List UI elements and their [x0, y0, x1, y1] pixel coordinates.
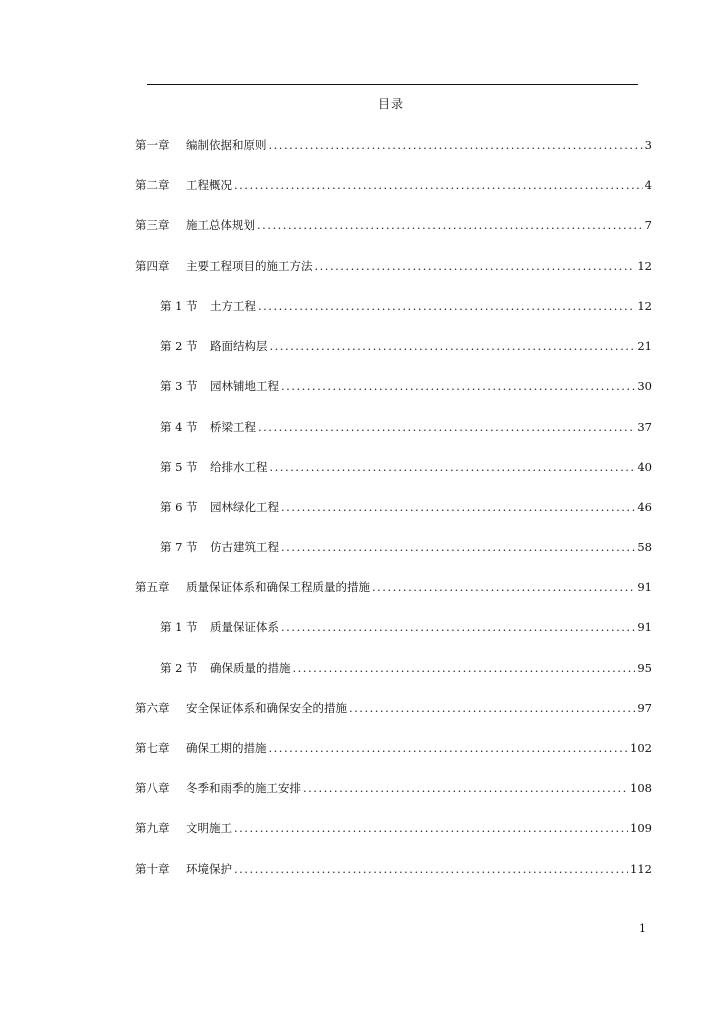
toc-dot-leader	[258, 298, 635, 314]
toc-dot-leader	[258, 419, 635, 435]
page-number: 1	[639, 922, 646, 935]
toc-entry-section[interactable]	[160, 539, 652, 555]
toc-entry-label: 第六章	[135, 701, 170, 715]
toc-dot-leader	[234, 861, 628, 877]
toc-entry-title: 土方工程	[210, 299, 256, 313]
toc-title: 目录	[377, 97, 404, 111]
toc-entry-page: 12	[637, 259, 652, 273]
toc-entry-chapter-2[interactable]	[135, 177, 652, 193]
toc-entry-label: 第八章	[135, 781, 170, 795]
toc-dot-leader	[234, 177, 643, 193]
toc-entry-label: 第二章	[135, 178, 170, 192]
toc-entry-title: 确保质量的措施	[210, 661, 291, 675]
toc-entry-page: 97	[637, 701, 652, 715]
toc-entry-section[interactable]	[160, 660, 652, 676]
toc-entry-label: 第九章	[135, 821, 170, 835]
toc-entry-label: 第七章	[135, 741, 170, 755]
toc-entry-title: 环境保护	[186, 862, 232, 876]
toc-entry-label: 第 2 节	[160, 339, 198, 353]
toc-entry-label: 第 7 节	[160, 540, 198, 554]
toc-entry-title: 路面结构层	[210, 339, 268, 353]
toc-entry-title: 质量保证体系和确保工程质量的措施	[186, 580, 370, 594]
toc-entry-title: 安全保证体系和确保安全的措施	[186, 701, 347, 715]
toc-dot-leader	[269, 740, 629, 756]
toc-entry-page: 7	[644, 218, 652, 232]
toc-entry-title: 质量保证体系	[210, 620, 279, 634]
toc-entry-page: 3	[644, 138, 652, 152]
toc-entry-chapter-6[interactable]	[135, 700, 652, 716]
toc-entry-chapter-4[interactable]	[135, 258, 652, 274]
toc-entry-page: 58	[637, 540, 652, 554]
toc-entry-label: 第四章	[135, 259, 170, 273]
toc-entry-page: 37	[637, 420, 652, 434]
toc-entry-section[interactable]	[160, 419, 652, 435]
toc-entry-chapter-1[interactable]	[135, 137, 652, 153]
toc-entry-title: 工程概况	[186, 178, 232, 192]
toc-entry-title: 确保工期的措施	[186, 741, 267, 755]
toc-entry-chapter-3[interactable]	[135, 217, 652, 233]
toc-entry-label: 第五章	[135, 580, 170, 594]
toc-entry-label: 第 1 节	[160, 299, 198, 313]
toc-entry-page: 30	[637, 379, 652, 393]
toc-dot-leader	[270, 459, 636, 475]
toc-entry-chapter-5[interactable]	[135, 579, 652, 595]
toc-entry-chapter-10[interactable]	[135, 861, 652, 877]
toc-dot-leader	[270, 338, 636, 354]
toc-entry-title: 仿古建筑工程	[210, 540, 279, 554]
toc-entry-page: 102	[630, 741, 652, 755]
toc-entry-chapter-8[interactable]	[135, 780, 652, 796]
header-rule	[147, 84, 638, 85]
toc-entry-label: 第 2 节	[160, 661, 198, 675]
toc-entry-label: 第 4 节	[160, 420, 198, 434]
toc-dot-leader	[372, 579, 635, 595]
toc-entry-title: 文明施工	[186, 821, 232, 835]
toc-entry-page: 21	[637, 339, 652, 353]
toc-entry-page: 4	[644, 178, 652, 192]
toc-dot-leader	[269, 137, 643, 153]
toc-entry-page: 91	[637, 620, 652, 634]
toc-entry-section[interactable]	[160, 298, 652, 314]
toc-entry-section[interactable]	[160, 378, 652, 394]
toc-entry-label: 第十章	[135, 862, 170, 876]
toc-entry-title: 给排水工程	[210, 460, 268, 474]
toc-dot-leader	[349, 700, 635, 716]
toc-entry-title: 冬季和雨季的施工安排	[186, 781, 301, 795]
toc-entry-page: 46	[637, 500, 652, 514]
toc-entry-title: 园林绿化工程	[210, 500, 279, 514]
toc-entry-section[interactable]	[160, 619, 652, 635]
toc-dot-leader	[315, 258, 636, 274]
toc-entry-page: 109	[630, 821, 652, 835]
toc-entry-section[interactable]	[160, 499, 652, 515]
toc-entry-page: 91	[637, 580, 652, 594]
toc-entry-page: 40	[637, 460, 652, 474]
toc-entry-section[interactable]	[160, 338, 652, 354]
toc-dot-leader	[293, 660, 636, 676]
toc-entry-chapter-7[interactable]	[135, 740, 652, 756]
toc-entry-chapter-9[interactable]	[135, 820, 652, 836]
toc-entry-page: 108	[630, 781, 652, 795]
toc-dot-leader	[281, 378, 635, 394]
toc-entry-page: 112	[630, 862, 652, 876]
toc-entry-title: 施工总体规划	[186, 218, 255, 232]
toc-entry-section[interactable]	[160, 459, 652, 475]
toc-entry-label: 第一章	[135, 138, 170, 152]
toc-dot-leader	[303, 780, 628, 796]
toc-dot-leader	[257, 217, 643, 233]
toc-entry-title: 园林铺地工程	[210, 379, 279, 393]
toc-entry-page: 95	[637, 661, 652, 675]
toc-entry-title: 主要工程项目的施工方法	[186, 259, 313, 273]
toc-entry-title: 编制依据和原则	[186, 138, 267, 152]
toc-entry-title: 桥梁工程	[210, 420, 256, 434]
toc-entry-label: 第 3 节	[160, 379, 198, 393]
toc-entry-page: 12	[637, 299, 652, 313]
toc-dot-leader	[281, 499, 635, 515]
toc-entry-label: 第 6 节	[160, 500, 198, 514]
toc-entry-label: 第 5 节	[160, 460, 198, 474]
toc-dot-leader	[281, 539, 635, 555]
toc-entry-label: 第三章	[135, 218, 170, 232]
toc-dot-leader	[281, 619, 635, 635]
toc-entry-label: 第 1 节	[160, 620, 198, 634]
toc-dot-leader	[234, 820, 628, 836]
